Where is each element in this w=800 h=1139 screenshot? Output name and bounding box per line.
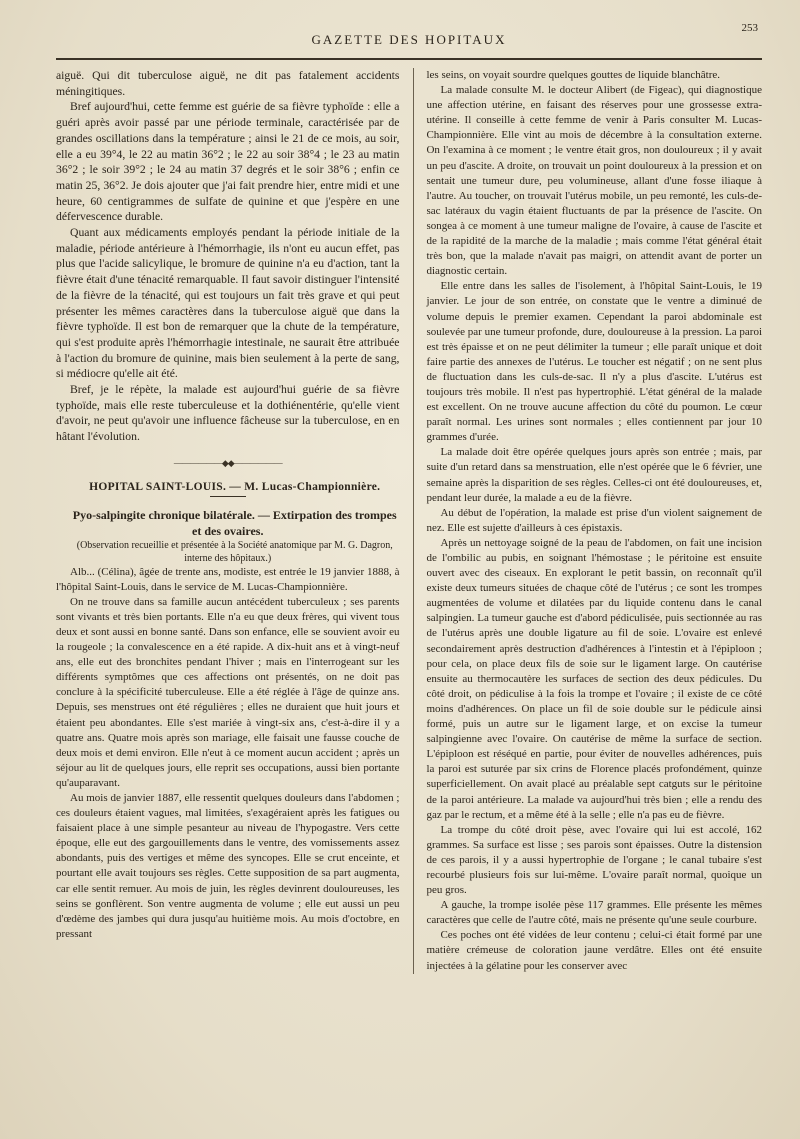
paragraph: Après un nettoyage soigné de la peau de l'abdomen, on fait une incision de l'ombilic au pubis, en soignant l'hémostase ; le péritoine est ensuite ouvert avec des ciseaux. En explorant le petit bassin, on reconnaît qu'il existe deux tumeurs situées de chaque côté de l'utérus ; ce sont les trompes augmentées de volume et dilatées par du liquide contenu dans le canal salpingien. La tumeur gauche est d'abord pédiculisée, puis sectionnée au ras de l'utérus après une double ligature au fil de soie. L'ovaire est enlevé secondairement après destruction d'adhérences à l'intestin et à l'épiploon ; pour cela, on place deux fils de soie sur le ligament large. On cautérise ensuite au thermocautère les surfaces de section des deux pédicules. Du côté droit, on pédiculise à la fois la trompe et l'ovaire ; il existe de ce côté moins d'adhérences. On place un fil de soie double sur le pédicule ainsi formé, puis un autre sur le ligament large, et on excise la tumeur salpingienne avec l'ovaire. On cautérise de même la surface de section. L'épiploon est réséqué en partie, pour éviter de nouvelles adhérences, puis la paroi est suturée par six crins de Florence placés profondément, quinze superficiellement. On avait placé au préalable sept catguts sur le péritoine de la paroi antérieure. La malade va aujourd'hui très bien ; elle a rendu des gaz par le rectum, et a même été à la selle ; elle n'a pas eu de fièvre. — [426, 536, 762, 821]
paragraph: Quant aux médicaments employés pendant la période initiale de la maladie, période antérieure à l'hémorrhagie, ils n'ont eu aucun effet, pas plus que l'acide salicylique, le bromure de quinine n'a eu d'action, tant la fièvre était d'une ténacité remarquable. Il faut savoir distinguer l'intensité de la fièvre de la ténacité, qui est toujours un fait très grave et qui peut présenter les mêmes caractères dans la tuberculose aiguë que dans la fièvre typhoïde. Il est bon de remarquer que la chute de la température, qui s'est produite après l'hémorrhagie intestinale, ne saurait être attribuée à l'action du bromure de quinine, mais bien seulement à la perte de sang, si médiocre qu'elle ait été. — [56, 226, 400, 381]
paragraph: La malade consulte M. le docteur Alibert (de Figeac), qui diagnostique une affection utérine, en faisant des réserves pour une grossesse extra-utérine. Il conseille à cette femme de venir à Paris consulter M. Lucas-Championnière. Elle vint au mois de décembre à la consultation externe. On l'examina à ce moment ; le ventre était gros, non douloureux ; il y avait un peu d'ascite. A droite, on trouvait un point douloureux à la pression et on sentait une tumeur dure, peu volumineuse, allant d'une fosse iliaque à l'autre. Au toucher, on trouvait l'utérus mobile, un peu remonté, les culs-de-sac latéraux du vagin étaient fluctuants de par la présence de l'ascite. On songea à ce moment à une tumeur maligne de l'ovaire, à cause de l'ascite et de la rapidité de la marche de la maladie ; mais comme l'état général était très bon, que la malade n'avait pas maigri, on attendit avant de porter un diagnostic certain. — [426, 84, 762, 278]
case-text — [56, 565, 399, 942]
paragraph: Elle entre dans les salles de l'isolement, à l'hôpital Saint-Louis, le 19 janvier. Le jour de son entrée, on constate que le ventre a diminué de volume depuis le premier examen. Cependant la paroi abdominale est soulevée par une tumeur profonde, dure, douloureuse à la pression. La paroi est très épaisse et on ne peut délimiter la tumeur ; elle paraît unique et doit faire partie des annexes de l'utérus. Le toucher est négatif ; on ne sent plus de fluctuation dans les culs-de-sac. Il n'y a plus d'ascite. L'utérus est toujours très mobile. Il n'est pas hypertrophié. L'état général de la malade est excellent. On ne trouve aucune affection du côté du poumon. Le cœur paraît normal. Les urines sont normales ; elles contiennent par jour 10 grammes d'urée. — [426, 280, 762, 444]
two-column-body — [56, 68, 762, 974]
page-number: 253 — [741, 22, 758, 34]
hospital-heading: HOPITAL SAINT-LOUIS. — M. Lucas-Championnière. — [89, 480, 381, 493]
paragraph: La malade doit être opérée quelques jours après son entrée ; mais, par suite d'un retard dans sa menstruation, elle n'est opérée que le 6 février, une semaine après la disparition de ses règles. Celles-ci ont été douloureuses, et, pendant leur durée, la malade a eu de la fièvre. — [426, 446, 762, 504]
paragraph: A gauche, la trompe isolée pèse 117 grammes. Elle présente les mêmes caractères que celle de l'autre côté, mais ne présente qu'une seule courbure. — [426, 899, 762, 927]
paragraph: aiguë. Qui dit tuberculose aiguë, ne dit pas fatalement accidents méningitiques. — [56, 69, 400, 98]
article-title: Pyo-salpingite chronique bilatérale. — Extirpation des trompes et des ovaires. — [72, 507, 397, 538]
observation-note: (Observation recueillie et présentée à la Société anatomique par M. G. Dagron, interne des hôpitaux.) — [76, 539, 393, 564]
header-rule — [56, 58, 762, 60]
paragraph: Bref, je le répète, la malade est aujourd'hui guérie de sa fièvre typhoïde, mais elle reste tuberculeuse et la dothiénentérie, qu'elle vient d'avoir, ne peut qu'avoir une influence fâcheuse sur la tuberculose, en en hâtant l'évolution. — [56, 383, 400, 444]
paragraph: Alb... (Célina), âgée de trente ans, modiste, est entrée le 19 janvier 1888, à l'hôpital Saint-Louis, dans le service de M. Lucas-Championnière. — [56, 565, 400, 593]
paragraph: Au mois de janvier 1887, elle ressentit quelques douleurs dans l'abdomen ; ces douleurs étaient vagues, mal limitées, s'exagéraient après les fatigues ou faisaient place à une simple pesanteur au niveau de l'hypogastre. Vers cette époque, elle eut des gargouillements dans le ventre, des vomissements assez abondants, puis des vertiges et même des syncopes. Elle se crut enceinte, et pourtant elle avait toujours ses règles. Cette supposition de sa part augmenta, car elle sentit remuer. Au mois de juin, les règles devinrent douloureuses, les seins se gonflèrent. Son ventre augmenta de volume ; elle eut aussi un peu d'œdème des jambes qui dura jusqu'au huitième mois. Au mois d'octobre, en pressant — [56, 791, 400, 940]
paragraph: On ne trouve dans sa famille aucun antécédent tuberculeux ; ses parents sont vivants et très bien portants. Elle n'a eu que deux frères, qui vivent tous deux et sont aussi en bonne santé. Dans son enfance, elle se souvient avoir eu la rougeole ; la convalescence en a été rapide. A dix-huit ans et à vingt-neuf ans, elle eut des bronchites pendant l'hiver ; mais en l'interrogeant sur les différents symptômes que ces affections ont présentés, on ne doit pas conclure à la spécificité tuberculeuse. Elle a été réglée à l'âge de quinze ans. Depuis, ses menstrues ont été régulières ; elles ne duraient que huit jours et étaient peu abondantes. Elle s'est mariée à vingt-six ans, c'est-à-dire il y a quatre ans. Quatre mois après son mariage, elle faisait une fausse couche de deux mois et demi environ. Elle n'eut à ce moment aucun accident ; après un séjour au lit de quelques jours, elle reprit ses occupations, aussi bien portante qu'auparavant. — [56, 595, 400, 789]
right-column — [413, 68, 762, 974]
section-separator: ——————◆◆—————— — [173, 457, 282, 468]
paragraph: Au début de l'opération, la malade est prise d'un violent saignement de nez. Elle est sujette d'ailleurs à ces épistaxis. — [426, 506, 762, 534]
running-title: GAZETTE DES HOPITAUX — [311, 32, 507, 47]
paragraph: Ces poches ont été vidées de leur contenu ; celui-ci était formé par une matière crémeuse de coloration jaune verdâtre. Elles ont été ensuite injectées à la gélatine pour les conserver avec — [426, 929, 762, 972]
paragraph: les seins, on voyait sourdre quelques gouttes de liquide blanchâtre. — [426, 69, 721, 81]
paragraph: Bref aujourd'hui, cette femme est guérie de sa fièvre typhoïde : elle a guéri après avoir passé par une période terminale, caractérisée par de grandes oscillations dans la température ; ainsi le 21 de ce mois, au soir, elle a eu 39°4, le 22 au matin 36°2 ; le 22 au soir 38°4 ; le 23 au matin 36°2 ; le soir 39°2 ; le 24 au matin 37 degrés et le soir 38°6 ; enfin ce matin 25, 36°2. Je dois ajouter que j'ai fait prendre hier, entre midi et une heure, 60 centigrammes de sulfate de quinine et que j'espère en une défervescence durable. — [56, 100, 400, 224]
paragraph: La trompe du côté droit pèse, avec l'ovaire qui lui est accolé, 162 grammes. Sa surface est lisse ; ses parois sont épaisses. Outre la distension de ces parois, il y a aussi hypertrophie de l'organe ; le canal tubaire s'est recourbé plusieurs fois sur lui-même. L'ovaire paraît normal, quoique un peu gros. — [426, 823, 762, 897]
page-header — [56, 18, 762, 52]
left-column — [56, 68, 399, 974]
short-divider — [210, 496, 246, 497]
